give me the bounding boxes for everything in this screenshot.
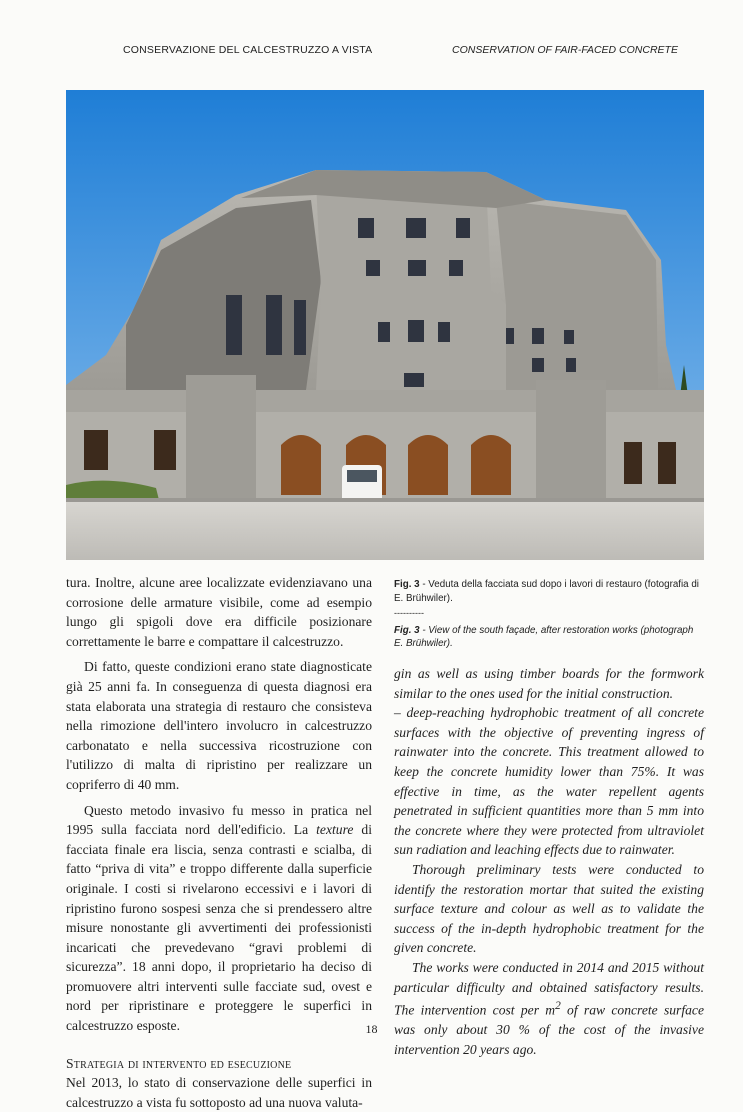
caption-english bbox=[394, 624, 704, 651]
caption-text: - View of the south façade, after restoration works (photograph E. Brühwiler). bbox=[394, 624, 694, 649]
page-number: 18 bbox=[365, 1022, 378, 1036]
caption-italian bbox=[394, 578, 704, 605]
body-paragraph: Nel 2013, lo stato di conservazione delle superfici in calcestruzzo a vista fu sottoposto ad una nuova valuta- bbox=[66, 1075, 372, 1110]
body-paragraph: tura. Inoltre, alcune aree localizzate evidenziavano una corrosione delle armature visibile, come ad esempio lungo gli spigoli dove era difficile posizionare correttamente le barre e compattare il calcestruzzo. bbox=[66, 575, 372, 649]
running-header bbox=[0, 44, 743, 60]
caption-text: - Veduta della facciata sud dopo i lavori di restauro (fotografia di E. Brühwiler). bbox=[394, 579, 699, 604]
text-span: di facciata finale era liscia, senza contrasti e scialba, di fatto “priva di vita” e troppo differente dalla superficie originale. I costi si rivelarono eccessivi e i lavori di ripristino furono sospesi senza che si prendessero altre misure nonostante gli avvertimenti dei professionisti incaricati che prevedevano “gravi problemi di sicurezza”. 18 anni dopo, il proprietario ha deciso di promuovere altri interventi sulle facciate sud, ovest e nord per ripristinare e proteggere le superfici in calcestruzzo esposte. bbox=[66, 822, 372, 1034]
building-photo bbox=[66, 90, 704, 560]
caption-label: Fig. 3 bbox=[394, 624, 420, 636]
caption-separator: ---------- bbox=[394, 608, 424, 618]
body-paragraph bbox=[66, 801, 372, 1036]
superscript: 2 bbox=[555, 1000, 561, 1013]
text-span: Questo metodo invasivo fu messo in pratica nel 1995 sulla facciata nord dell'edificio. La bbox=[66, 802, 372, 838]
english-text-column bbox=[394, 664, 704, 1059]
header-title-italian: CONSERVAZIONE DEL CALCESTRUZZO A VISTA bbox=[123, 44, 373, 56]
body-paragraph: – deep-reaching hydrophobic treatment of all concrete surfaces with the objective of preventing ingress of rainwater into the concrete. This treatment allowed to keep the concrete humidity lower than 75%. It was effective in time, as the water repellent agents penetrated in sufficient quantities more than 5 mm into the concrete where they were protected from ultraviolet sun radiation and leaching effects due to rainwater. bbox=[394, 705, 704, 858]
figure-caption bbox=[394, 578, 704, 651]
italic-term: texture bbox=[316, 822, 354, 838]
text-span: of raw concrete surface was only about 30 % of the cost of the invasive intervention 20 years ago. bbox=[394, 1002, 704, 1057]
caption-label: Fig. 3 bbox=[394, 579, 420, 590]
header-title-english: CONSERVATION OF FAIR-FACED CONCRETE bbox=[452, 44, 678, 56]
body-paragraph bbox=[394, 958, 704, 1060]
body-paragraph: gin as well as using timber boards for the formwork similar to the ones used for the initial construction. bbox=[394, 666, 704, 701]
text-span: The works were conducted in 2014 and 2015 without particular difficulty and obtained satisfactory results. The intervention cost per m bbox=[394, 959, 704, 1018]
body-paragraph: Thorough preliminary tests were conducted to identify the restoration mortar that suited the existing surface texture and colour as well as to validate the success of the in-depth hydrophobic treatment for the given concrete. bbox=[394, 861, 704, 956]
section-heading: Strategia di intervento ed esecuzione bbox=[66, 1055, 292, 1071]
body-paragraph: Di fatto, queste condizioni erano state diagnosticate già 25 anni fa. In conseguenza di questa diagnosi era stata elaborata una strategia di restauro che consisteva nella rimozione dell'intero involucro in calcestruzzo carbonatato e nella successiva ricostruzione con l'utilizzo di malta di ripristino per realizzare un copriferro di 40 mm. bbox=[66, 659, 372, 792]
